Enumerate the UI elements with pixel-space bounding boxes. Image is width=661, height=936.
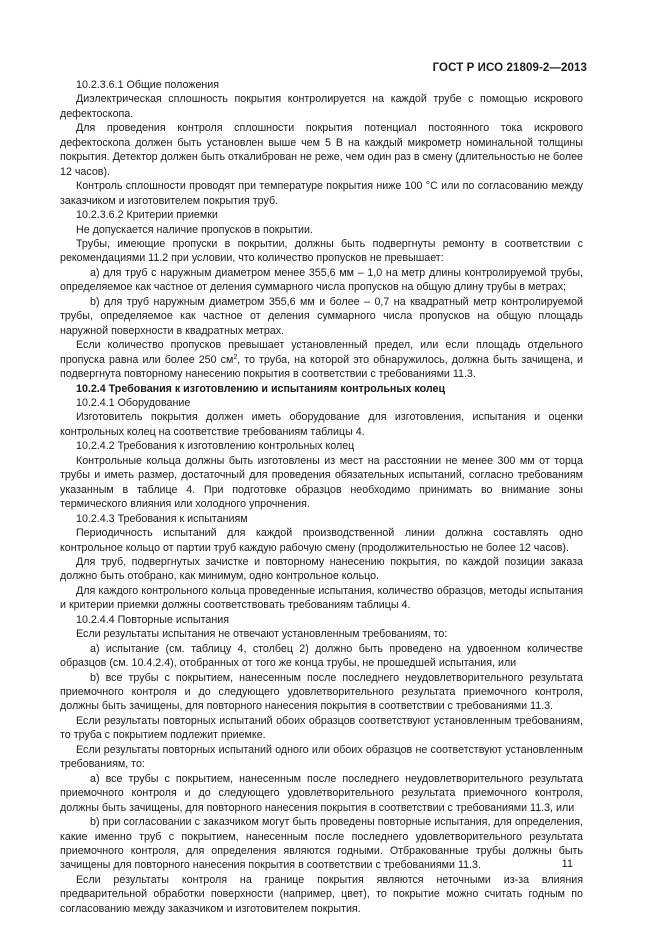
paragraph: Диэлектрическая сплошность покрытия контролируется на каждой трубе с помощью искрового дефектоскопа. [60, 93, 583, 120]
list-item: b) все трубы с покрытием, нанесенным после последнего неудовлетворительного результата приемочного контроля и до следующего удовлетворительного результата приемочного контроля, должны быть зачищены, для повторного нанесения покрытия в соответствии с требованиями 11.3. [60, 671, 583, 713]
paragraph: Для проведения контроля сплошности покрытия потенциал постоянного тока искрового дефектоскопа должен быть установлен выше чем 5 В на каждый микрометр номинальной толщины покрытия. Детектор должен быть откалиброван не реже, чем один раз в смену (длительностью не более 12 часов). [60, 122, 583, 178]
paragraph: Если результаты повторных испытаний обоих образцов соответствуют установленным требованиям, то труба с покрытием подлежит приемке. [60, 714, 583, 742]
list-item: а) для труб с наружным диаметром менее 355,6 мм – 1,0 на метр длины контролируемой трубы, определяемое как частное от деления суммарного числа пропусков на общую длину трубы в метрах; [60, 266, 583, 294]
section-heading: 10.2.4.1 Оборудование [76, 396, 191, 409]
paragraph: Контрольные кольца должны быть изготовлены из мест на расстоянии не менее 300 мм от торца трубы и иметь размер, достаточный для проведения обязательных испытаний, согласно требованиям указанным в таблице 4. При подготовке образцов необходимо принимать во внимание зоны термического влияния или холодного упрочнения. [60, 454, 583, 511]
paragraph-with-superscript: Если количество пропусков превышает установленный предел, или если площадь отдельного пропуска равна или более 250 $см^2$, то труба, на которой это обнаружилось, должна быть зачищена, и подвергнута повторному нанесению покрытия в соответствии с требованиями 11.3. [60, 339, 583, 381]
list-item: а) испытание (см. таблицу 4, столбец 2) должно быть проведено на удвоенном количестве образцов (см. 10.4.2.4), отобранных от того же конца трубы, не прошедшей испытания, или [60, 642, 583, 670]
section-heading: 10.2.4.2 Требования к изготовлению контрольных колец [76, 440, 355, 453]
paragraph: Не допускается наличие пропусков в покрытии. [76, 223, 313, 236]
paragraph: Для труб, подвергнутых зачистке и повторному нанесению покрытия, по каждой позиции заказа должно быть отобрано, как минимум, одно контрольное кольцо. [60, 555, 583, 583]
paragraph: Контроль сплошности проводят при температуре покрытия ниже 100 °С или по согласованию между заказчиком и изготовителем покрытия труб. [60, 180, 583, 207]
section-heading: 10.2.3.6.1 Общие положения [76, 79, 220, 91]
paragraph: Трубы, имеющие пропуски в покрытии, должны быть подвергнуты ремонту в соответствии с рекомендациями 11.2 при условии, что количество пропусков не превышает: [60, 237, 583, 265]
section-heading: 10.2.4.4 Повторные испытания [76, 613, 229, 626]
page-number: 11 [561, 858, 573, 870]
paragraph: Если результаты контроля на границе покрытия являются неточными из-за влияния предварительной обработки поверхности (например, цвет), то покрытие можно считать годным по согласованию между заказчиком и изготовителем покрытия. [60, 873, 583, 915]
section-heading: 10.2.4.3 Требования к испытаниям [76, 512, 248, 525]
document-body [60, 78, 583, 916]
paragraph: Периодичность испытаний для каждой производственной линии должна составлять одно контрольное кольцо от партии труб каждую рабочую смену (продолжительностью не более 12 часов). [60, 527, 583, 554]
list-item: а) все трубы с покрытием, нанесенным после последнего неудовлетворительного результата приемочного контроля и до следующего удовлетворительного результата приемочного контроля, должны быть зачищены, для повторного нанесения покрытия в соответствии с требованиями 11.3, или [60, 772, 583, 814]
list-item: b) для труб наружным диаметром 355,6 мм и более – 0,7 на квадратный метр контролируемой трубы, определяемое как частное от деления суммарного числа пропусков на общую площадь наружной поверхности в квадратных метрах. [60, 295, 583, 337]
section-heading: 10.2.3.6.2 Критерии приемки [76, 209, 218, 222]
superscript: 2 [233, 353, 238, 361]
paragraph: Если результаты испытания не отвечают установленным требованиям, то: [76, 628, 448, 641]
section-heading-bold: 10.2.4 Требования к изготовлению и испытаниям контрольных колец [76, 382, 446, 395]
paragraph: Если результаты повторных испытаний одного или обоих образцов не соответствуют установленным требованиям, то: [60, 743, 583, 771]
document-header: ГОСТ Р ИСО 21809-2—2013 [432, 62, 587, 74]
paragraph: Изготовитель покрытия должен иметь оборудование для изготовления, испытания и оценки контрольных колец на соответствие требованиям таблицы 4. [60, 411, 583, 438]
list-item: b) при согласовании с заказчиком могут быть проведены повторные испытания, для определения, какие именно труб с покрытием, нанесенным после последнего удовлетворительного результата приемочного контроля, для определения являются годными. Отбракованные трубы должны быть зачищены для повторного нанесения покрытия в соответствии с требованиями 11.3. [60, 816, 583, 872]
paragraph: Для каждого контрольного кольца проведенные испытания, количество образцов, методы испытания и критерии приемки должны соответствовать требованиям таблицы 4. [60, 584, 583, 612]
